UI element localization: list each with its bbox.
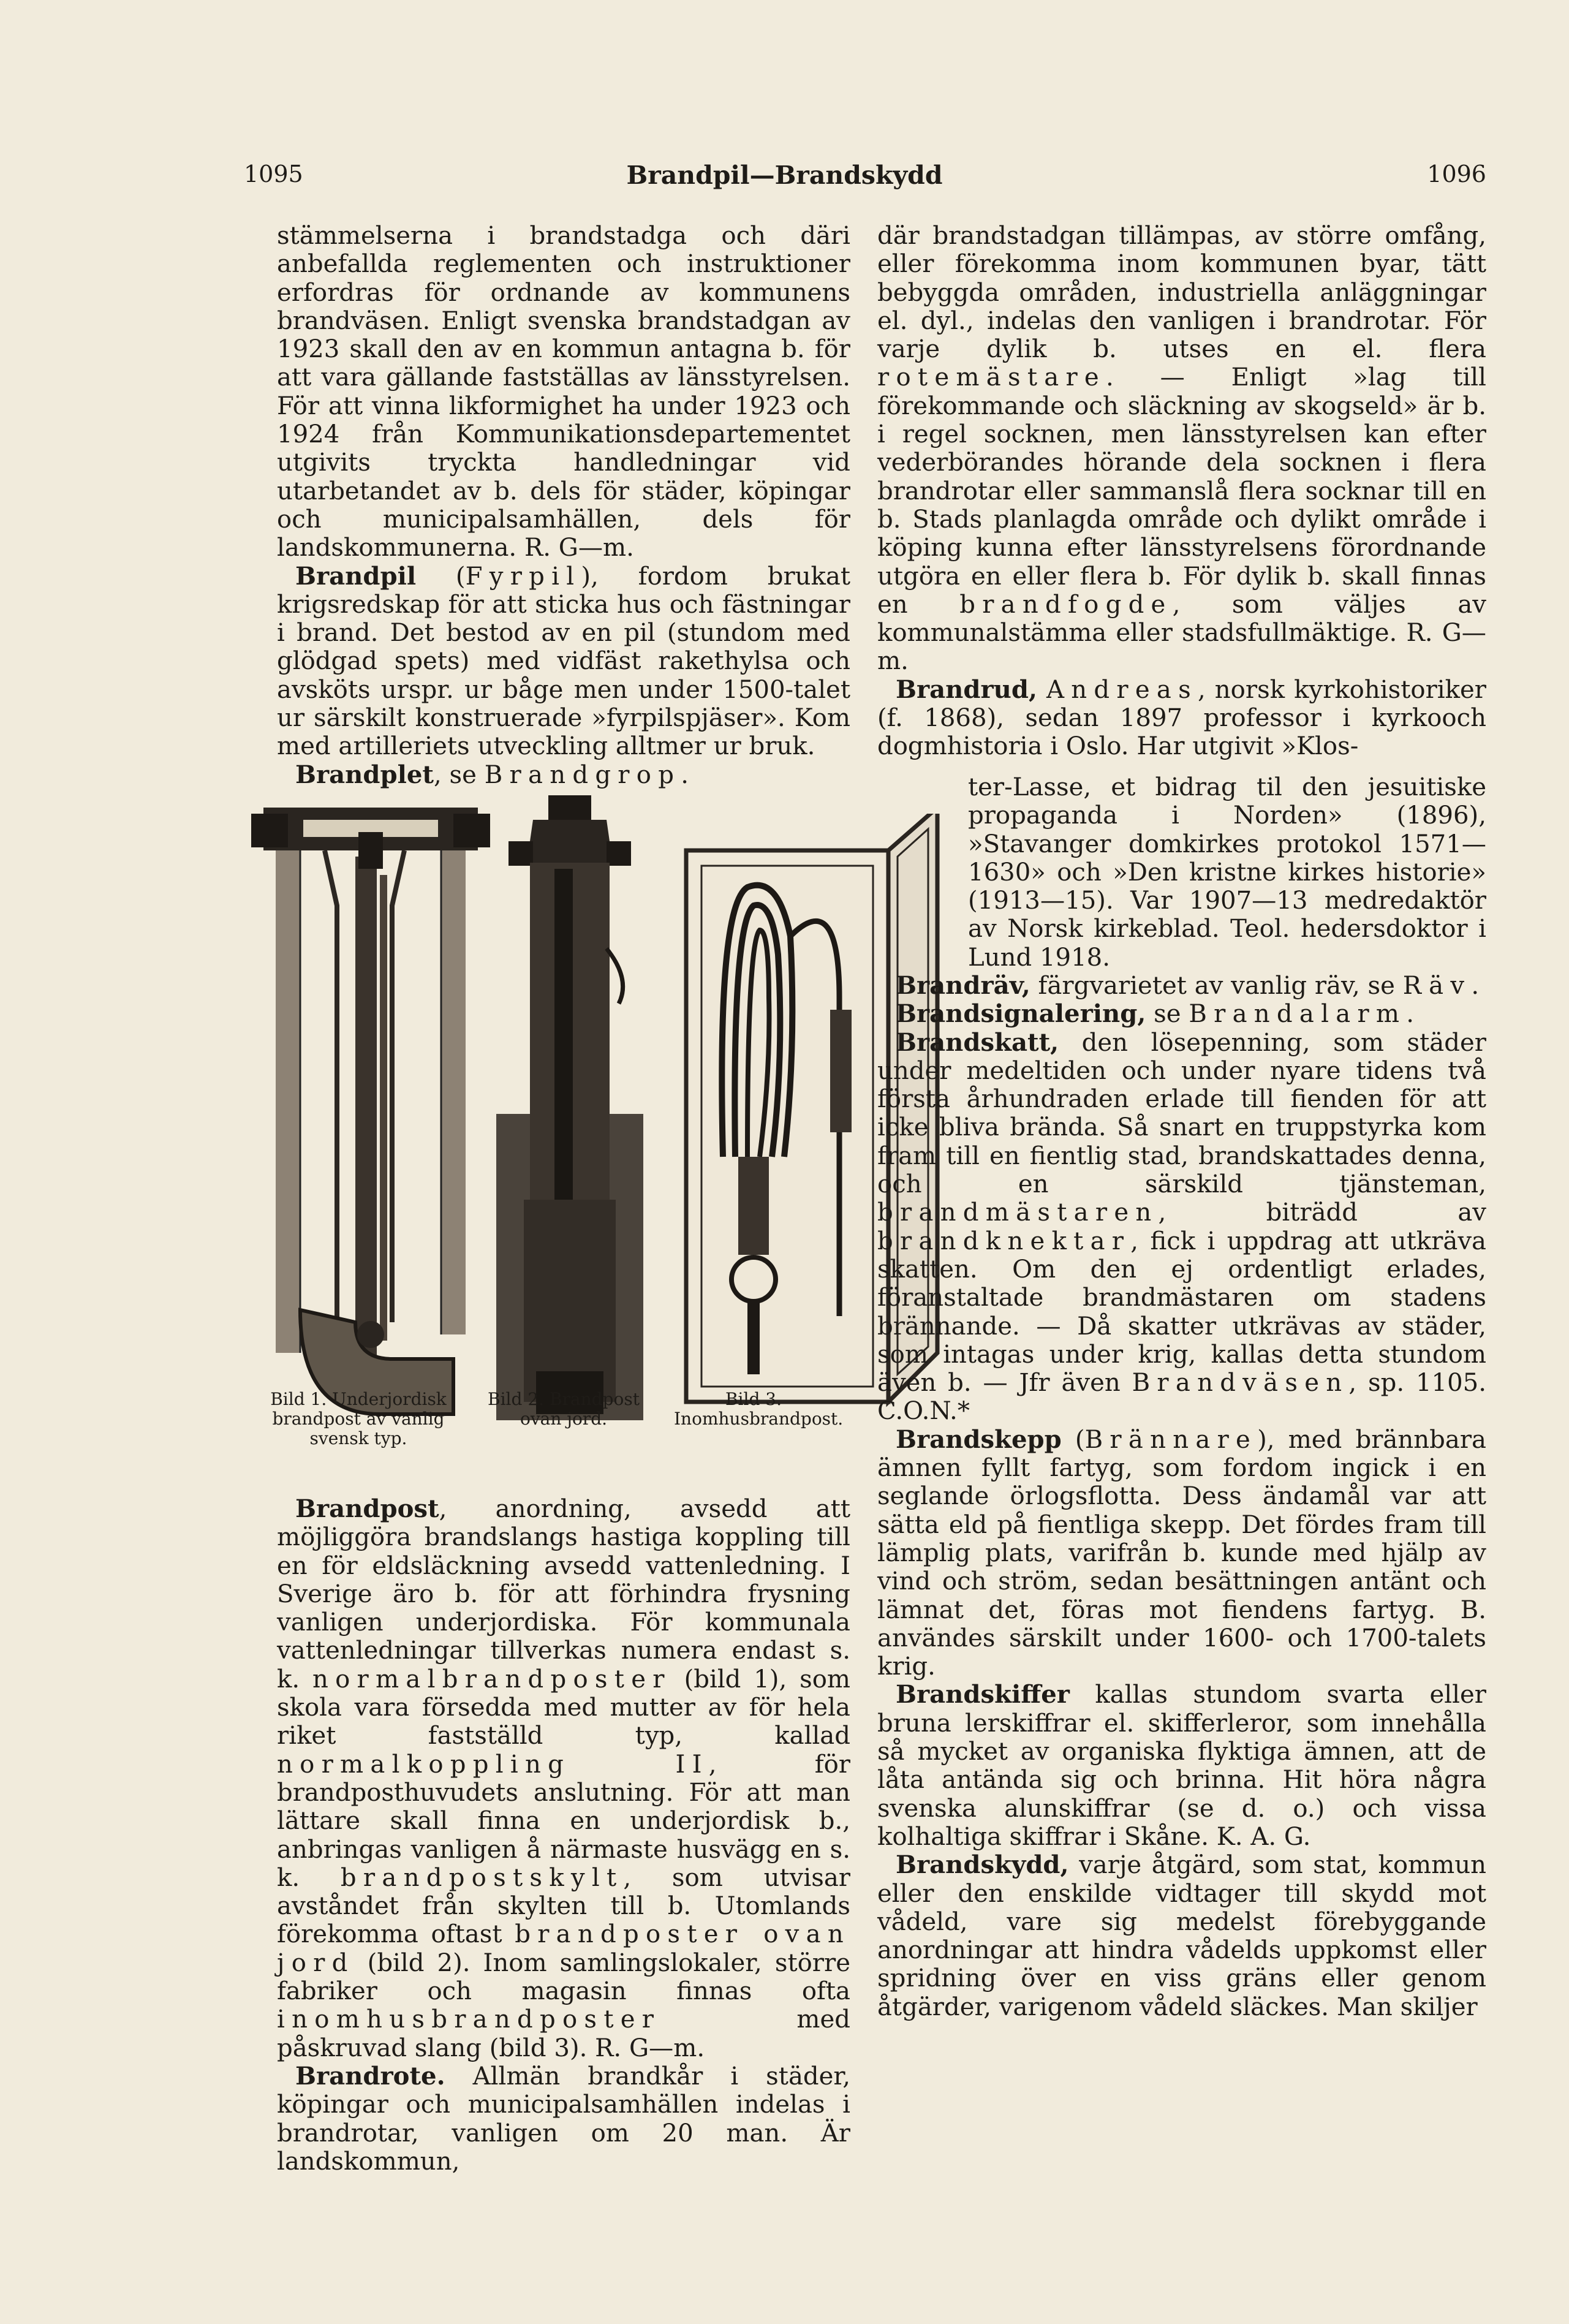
left-column [277, 222, 850, 789]
article-brandrote-continued: där brandstadgan tillämpas, av större omfång, eller förekomma inom kommunen byar, tätt bebyggda områden, industriella anläggningar el. dyl., indelas den vanligen i brandrotar. För varje dylik b. utses en el. flera rotemästare. — Enligt »lag till förekommande och släckning av skogseld» är b. i regel socknen, men länsstyrelsen kan efter vederbörandes hörande dela socknen i flera brandrotar eller sammanslå flera socknar till en b. Stads planlagda område och dylikt område i köping kunna efter länsstyrelsens förordnande utgöra en eller flera b. För dylik b. skall finnas en brandfogde, som väljes av kommunalstämma eller stadsfullmäktige. R. G—m. [877, 222, 1486, 676]
cross-ref-brandvasen: Brandväsen [1132, 1369, 1349, 1398]
right-column-lower [877, 972, 1486, 2021]
underground-hydrant-illustration [251, 795, 490, 1482]
headword-brandpil: Brandpil [295, 561, 417, 591]
article-brandrud-continued: ter-Lasse, et bidrag til den jesuitiske propaganda i Norden» (1896), »Stavanger domkirkes protokol 1571—1630» och »Den kristne kirkes historie» (1913—15). Var 1907—13 medredaktör av Norsk kirkeblad. Teol. hedersdoktor i Lund 1918. [968, 773, 1486, 972]
article-brandplet: Brandplet, se Brandgrop. [295, 760, 689, 789]
article-brandpost: Brandpost, anordning, avsedd att möjliggöra brandslangs hastiga koppling till en för eldsläckning avsedd vattenledning. I Sverige äro b. för att förhindra frysning vanligen underjordiska. För kommunala vattenledningar tillverkas numera endast s. k. normalbrandposter (bild 1), som skola vara försedda med mutter av för hela riket fastställd typ, kallad normalkoppling II, för brandposthuvudets anslutning. För att man lättare skall finna en underjordisk b., anbringas vanligen å närmaste husvägg en s. k. brandpostskylt, som utvisar avståndet från skylten till b. Utomlands förekomma oftast brandposter ovan jord (bild 2). Inom samlingslokaler, större fabriker och magasin finnas ofta inomhusbrandposter med påskruvad slang (bild 3). R. G—m. [277, 1494, 851, 2062]
term-brandposter-ovan-jord: brandposter ovan jord [277, 1920, 850, 1977]
caption-bild-1: Bild 1. Underjordisk brandpost av vanlig svensk typ. [270, 1389, 447, 1448]
cross-ref-rav: Räv [1402, 972, 1472, 1000]
aboveground-hydrant-illustration [496, 795, 643, 1420]
headword-brandrav: Brandräv, [896, 971, 1030, 1000]
headword-brandsignalering: Brandsignalering, [896, 999, 1146, 1029]
headword-brandskatt: Brandskatt, [896, 1028, 1059, 1057]
article-brandrav: Brandräv, färgvarietet av vanlig räv, se Räv. [896, 971, 1480, 1000]
left-column-lower [277, 1495, 850, 2176]
caption-bild-2: Bild 2. Brandpost ovan jord. [488, 1389, 640, 1429]
term-brandmastaren: brandmästaren [877, 1198, 1159, 1227]
term-rotemastare: rotemästare [877, 363, 1106, 392]
term-brandfogde: brandfogde [959, 590, 1173, 619]
headword-brandskepp: Brandskepp [896, 1425, 1062, 1454]
right-page-number: 1096 [1427, 161, 1486, 187]
article-brandskiffer: Brandskiffer kallas stundom svarta eller bruna lerskiffrar el. skifferleror, som innehålla så mycket av organiska flyktiga ämnen, att de låta antända sig och brinna. Hit höra några svenska alunskiffrar (se d. o.) och vissa kolhaltiga skiffrar i Skåne. K. A. G. [877, 1680, 1486, 1851]
brandplet-text: , se [434, 760, 485, 789]
alt-name-brannare: Brännare [1084, 1425, 1258, 1454]
article-text-continued: stämmelserna i brandstadga och däri anbefallda reglementen och instruktioner erfordras för ordnande av kommunens brandväsen. Enligt svenska brandstadgan av 1923 skall den av en kommun antagna b. för att vara gällande fastställas av länsstyrelsen. För att vinna likformighet ha under 1923 och 1924 från Kommunikationsdepartementet utgivits tryckta handledningar vid utarbetandet av b. dels för städer, köpingar och municipalsamhällen, dels för landskommunerna. R. G—m. [277, 222, 850, 562]
right-column [877, 222, 1486, 761]
term-brandpostskylt: brandpostskylt [340, 1863, 624, 1892]
article-brandskydd: Brandskydd, varje åtgärd, som stat, kommun eller den enskilde vidtager till skydd mot vådeld, vare sig medelst förebyggande anordningar att hindra vådelds uppkomst eller spridning över en viss gräns eller genom åtgärder, varigenom vådeld släckes. Man skiljer [877, 1850, 1486, 2021]
headword-brandrote: Brandrote. [295, 2061, 445, 2091]
left-page-number: 1095 [244, 161, 303, 187]
headword-brandskiffer: Brandskiffer [896, 1680, 1070, 1709]
term-inomhusbrandposter: inomhusbrandposter [277, 2005, 661, 2034]
term-normalkoppling: normalkoppling II [277, 1750, 709, 1779]
term-brandknektar: brandknektar [877, 1227, 1131, 1255]
cross-ref-brandgrop: Brandgrop [484, 760, 681, 789]
alt-name-fyrpil: Fyrpil [465, 562, 581, 591]
article-brandrote: Brandrote. Allmän brandkår i städer, köpingar och municipalsamhällen indelas i brandrotar, vanligen om 20 man. Är landskommun, [277, 2061, 850, 2176]
headword-brandplet: Brandplet [295, 760, 434, 789]
article-brandsignalering: Brandsignalering, se Brandalarm. [896, 999, 1415, 1029]
term-normalbrandposter: normalbrandposter [312, 1665, 671, 1694]
cross-ref-brandalarm: Brandalarm [1189, 1000, 1407, 1029]
name-andreas: Andreas [1046, 675, 1198, 704]
article-brandskatt: Brandskatt, den lösepenning, som städer under medeltiden och under nyare tidens två första århundraden erlade till fienden för att icke bliva brända. Så snart en truppstyrka kom fram till en fientlig stad, brandskattades denna, och en särskild tjänsteman, brandmästaren, biträdd av brandknektar, fick i uppdrag att utkräva skatten. Om den ej ordentligt erlades, föranstaltade brandmästaren om stadens brännande. — Då skatter utkrävas av städer, som intagas under krig, kallas detta stundom även b. — Jfr även Brandväsen, sp. 1105. C.O.N.* [877, 1028, 1486, 1426]
article-brandskepp: Brandskepp (Brännare), med brännbara ämnen fyllt fartyg, som fordom ingick i en seglande örlogsflotta. Dess ändamål var att sätta eld på fientliga skepp. Det fördes fram till lämplig plats, varifrån b. kunde med hjälp av vind och ström, sedan besättningen antänt och lämnat det, föras mot fiendens fartyg. B. användes särskilt under 1600- och 1700-talets krig. [877, 1425, 1487, 1681]
brandpil-text: ), fordom brukat krigsredskap för att sticka hus och fästningar i brand. Det bestod av en pil (stundom med glödgad spets) med vidfäst rakethylsa och avsköts urspr. ur båge men under 1500-talet ur särskilt konstruerade »fyrpilspjäser». Kom med artilleriets utveckling alltmer ur bruk. [277, 562, 851, 761]
article-brandpil: Brandpil (Fyrpil), fordom brukat krigsredskap för att sticka hus och fästningar i brand. Det bestod av en pil (stundom med glödgad spets) med vidfäst rakethylsa och avsköts urspr. ur båge men under 1500-talet ur särskilt konstruerade »fyrpilspjäser». Kom med artilleriets utveckling alltmer ur bruk. [277, 561, 851, 761]
running-head: Brandpil—Brandskydd [626, 161, 943, 190]
right-column-wrapped [968, 773, 1486, 972]
headword-brandskydd: Brandskydd, [896, 1850, 1069, 1880]
headword-brandrud: Brandrud, [896, 675, 1037, 704]
article-brandrud: Brandrud, Andreas, norsk kyrkohistoriker (f. 1868), sedan 1897 professor i kyrkooch dogmhistoria i Oslo. Har utgivit »Klos- [877, 675, 1486, 761]
headword-brandpost: Brandpost [295, 1494, 439, 1523]
figure-group [251, 795, 943, 1482]
caption-bild-3: Bild 3. Inomhusbrandpost. [674, 1389, 844, 1429]
